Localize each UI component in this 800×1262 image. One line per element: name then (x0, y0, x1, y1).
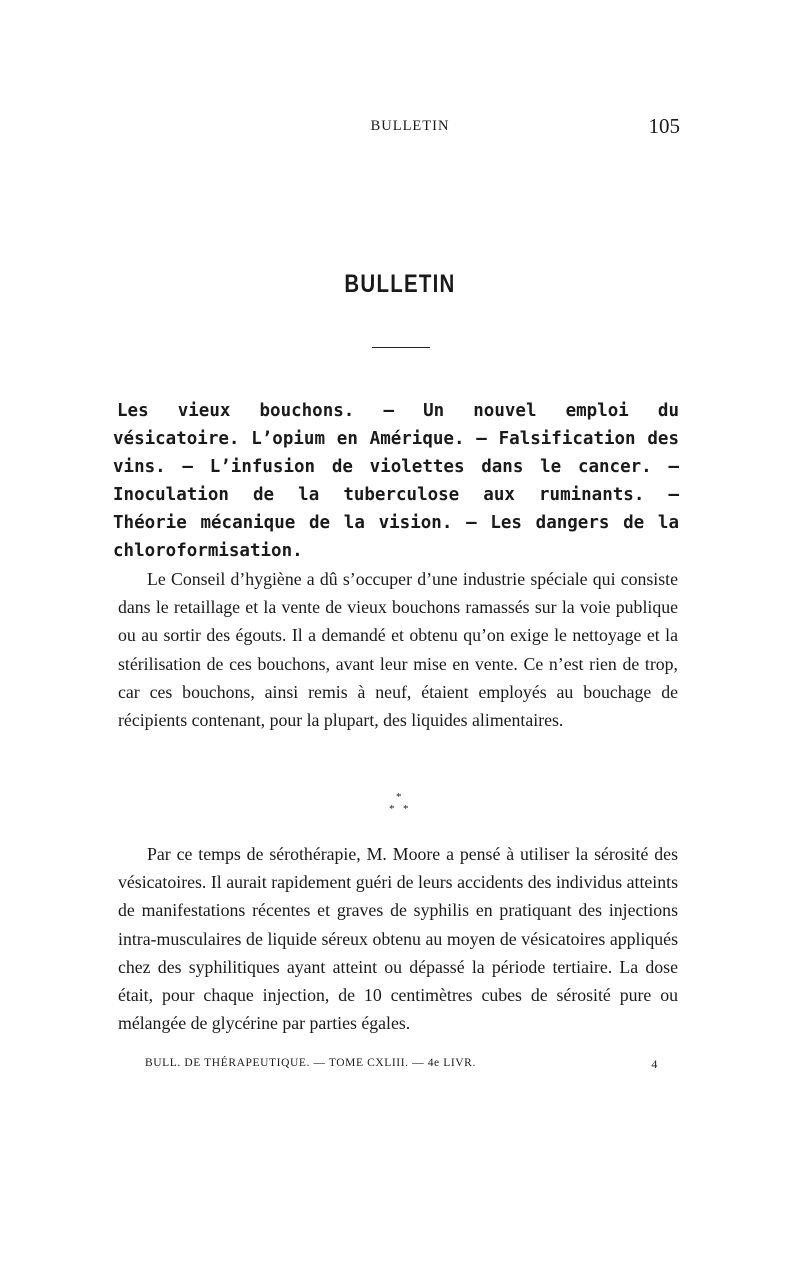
running-head (140, 114, 680, 140)
asterism (380, 790, 420, 824)
summary: Les vieux bouchons. — Un nouvel emploi du vésicatoire. L’opium en Amérique. — Falsification des vins. — L’infusion de violettes dans le cancer. — Inoculation de la tuberculose aux ruminants. — Théorie mécanique de la vision. — Les dangers de la chloroformisation. (113, 401, 679, 561)
paragraph-vieux-bouchons: Le Conseil d’hygiène a dû s’occuper d’une industrie spéciale qui consiste dans le retaillage et la vente de vieux bouchons ramassés sur la voie publique ou au sortir des égouts. Il a demandé et obtenu qu’on exige le nettoyage et la stérilisation de ces bouchons, avant leur mise en vente. Ce n’est rien de trop, car ces bouchons, ainsi remis à neuf, étaient employés au bouchage de récipients contenant, pour la plupart, des liquides alimentaires. (118, 569, 678, 731)
signature-mark: 4 (651, 1057, 658, 1071)
page-number: 105 (648, 114, 680, 138)
asterism-star-right: * (403, 803, 409, 815)
page-footer (145, 1057, 658, 1077)
section-heading: BULLETIN (344, 270, 456, 298)
asterism-star-top: * (396, 791, 402, 803)
paragraph-vesicatoire: Par ce temps de sérothérapie, M. Moore a pensé à utiliser la sérosité des vésicatoires. Il aurait rapidement guéri de leurs accidents des individus atteints de manifestations récentes et graves de syphilis en pratiquant des injections intra-musculaires de liquide séreux obtenu au moyen de vésicatoires appliqués chez des syphilitiques ayant atteint ou dépassé la période tertiaire. La dose était, pour chaque injection, de 10 centimètres cubes de sérosité pure ou mélangée de glycérine par parties égales. (118, 844, 678, 1034)
heading-rule (372, 347, 430, 348)
asterism-star-left: * (389, 803, 395, 815)
footer-text: BULL. DE THÉRAPEUTIQUE. — TOME CXLIII. — 4e LIVR. (145, 1057, 476, 1069)
running-title: BULLETIN (370, 118, 450, 134)
